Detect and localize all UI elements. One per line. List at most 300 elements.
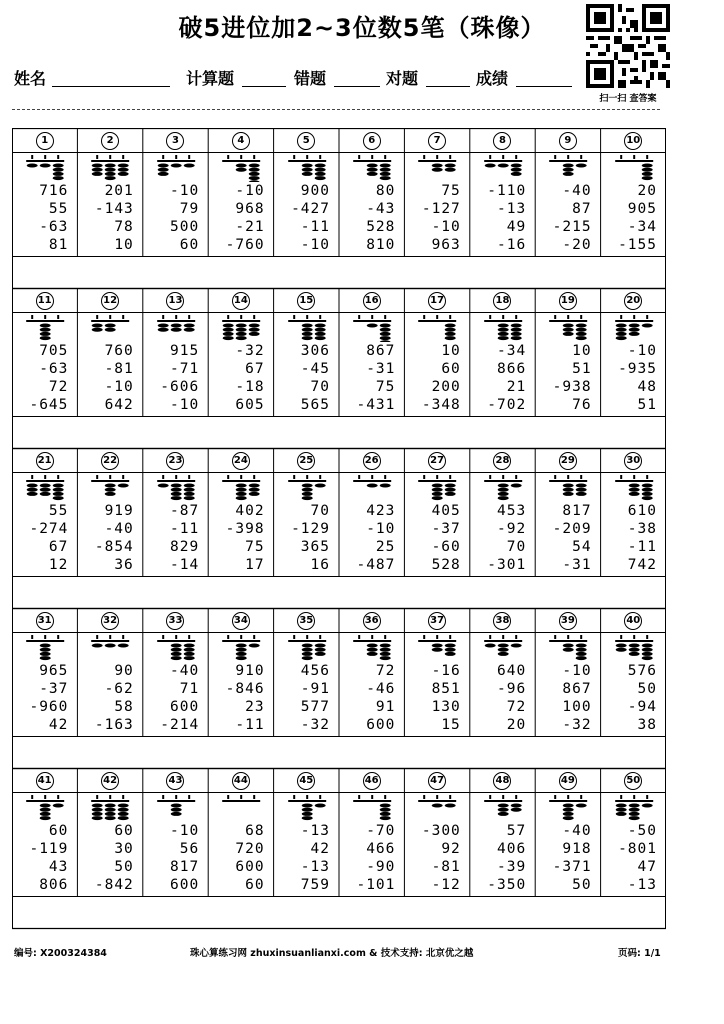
problem-values [432,502,461,574]
problem-value: -31 [562,557,592,573]
problem-value: 10 [572,343,592,359]
problem-number: 12 [101,292,119,310]
problem-value: -301 [487,557,527,573]
problem-value: 20 [506,717,527,733]
abacus-bead-icon [12,474,77,502]
problem-value: 10 [441,343,461,359]
name-blank[interactable] [52,86,170,87]
problem-value: 642 [104,397,134,413]
problem-values [422,822,461,894]
problem-value: -91 [300,681,330,697]
problem-value: 91 [375,699,396,715]
problem-cell [77,608,142,736]
problem-value: 919 [104,503,134,519]
problem-number: 31 [36,612,54,630]
problem-value: -129 [291,521,330,537]
problem-value: -606 [160,379,200,395]
problem-value: 720 [235,841,265,857]
abacus-bead-icon [470,154,535,182]
problem-value: 968 [235,201,265,217]
problem-value: 75 [375,379,396,395]
problem-value: 50 [637,681,657,697]
right-count-blank[interactable] [426,86,470,87]
problem-value: -487 [356,557,396,573]
problem-value: 38 [637,717,657,733]
problem-value: 806 [39,877,69,893]
problem-values [356,822,395,894]
problem-number: 15 [297,292,315,310]
problem-value: -13 [300,859,330,875]
problem-value: -70 [366,823,396,839]
abacus-bead-icon [208,634,273,662]
problem-value: 71 [179,681,200,697]
problem-number: 22 [101,452,119,470]
problem-cell [601,288,666,416]
problem-value: 51 [637,397,657,413]
problem-values [170,822,199,894]
problem-cell [77,128,142,256]
calc-count-blank[interactable] [242,86,286,87]
problem-values [95,822,134,894]
problem-value: 817 [562,503,592,519]
problem-value: 60 [114,823,134,839]
problem-value: -62 [104,681,134,697]
problem-value: 72 [506,699,527,715]
qr-caption: 扫一扫 查答案 [599,94,657,104]
problem-cell [404,288,469,416]
problem-number: 28 [493,452,511,470]
problem-value: 742 [627,557,657,573]
abacus-bead-icon [274,314,339,342]
problem-number: 9 [559,132,577,150]
problem-values [618,822,657,894]
problem-value: 605 [235,397,265,413]
problem-values [95,502,134,574]
problem-number: 4 [232,132,250,150]
problem-number: 50 [624,772,642,790]
problem-value: -209 [552,521,592,537]
problem-number: 48 [493,772,511,790]
problem-cell [12,768,77,896]
problem-value: -34 [627,219,657,235]
problem-value: 640 [496,663,527,679]
problem-value: 851 [431,681,461,697]
problem-number: 27 [428,452,446,470]
abacus-bead-icon [274,634,339,662]
problem-values [170,502,199,574]
problem-cell [143,448,208,576]
footer-serial: 编号: X200324384 [14,948,107,959]
problem-number: 32 [101,612,119,630]
problem-values [160,662,199,734]
problem-values [366,662,395,734]
problem-value: 15 [441,717,461,733]
problem-value: 760 [104,343,134,359]
problem-value: 365 [300,539,330,555]
problem-number: 43 [166,772,184,790]
problem-value: -935 [618,361,657,377]
problem-value: 867 [366,343,396,359]
problem-values [497,662,526,734]
problem-values [487,502,526,574]
problem-value: 36 [114,557,134,573]
abacus-bead-icon [12,634,77,662]
problem-cell [208,128,273,256]
problem-values [356,342,395,414]
problem-number: 38 [493,612,511,630]
problem-value: 23 [245,699,265,715]
problem-value: -350 [487,877,527,893]
problem-cell [77,768,142,896]
problem-value: 915 [169,343,200,359]
problem-value: -37 [431,521,461,537]
problem-value: -40 [169,663,200,679]
problem-values [235,822,264,894]
problem-values [235,342,264,414]
problem-values [366,182,395,254]
problem-value: 80 [375,183,396,199]
problem-number: 13 [166,292,184,310]
problem-value: 528 [431,557,461,573]
problem-value: -31 [366,361,396,377]
problem-value: -32 [562,717,592,733]
problem-value: -960 [29,699,69,715]
problem-cell [274,448,339,576]
abacus-bead-icon [12,154,77,182]
abacus-bead-icon [470,314,535,342]
problem-number: 37 [428,612,446,630]
problem-value: 905 [627,201,657,217]
problem-value: -398 [225,521,265,537]
problem-value: -34 [496,343,527,359]
problem-value: 81 [48,237,69,253]
problem-value: -215 [552,219,592,235]
problem-cell [601,608,666,736]
footer-site: 珠心算练习网 zhuxinsuanlianxi.com & 技术支持: 北京优之越 [190,948,474,959]
problem-value: -10 [431,219,461,235]
problem-cell [143,608,208,736]
abacus-bead-icon [77,794,142,822]
problem-value: -38 [627,521,657,537]
problem-values [487,822,526,894]
problem-value: 72 [375,663,396,679]
problem-number: 6 [363,132,381,150]
problem-value: 12 [48,557,69,573]
problem-cell [12,128,77,256]
problem-value: 576 [627,663,657,679]
abacus-bead-icon [339,634,404,662]
problem-cell [77,288,142,416]
problem-value: 918 [562,841,592,857]
problem-cell [274,128,339,256]
problem-cell [601,128,666,256]
problem-cell [339,608,404,736]
problem-cell [404,608,469,736]
problem-number: 40 [624,612,642,630]
problem-number: 18 [493,292,511,310]
problem-value: 17 [245,557,265,573]
problem-value: -10 [169,183,200,199]
problem-cell [208,768,273,896]
qr-code-image [586,4,670,88]
problem-values [29,662,68,734]
problem-value: -46 [366,681,396,697]
problem-number: 30 [624,452,642,470]
problem-value: 528 [366,219,396,235]
problem-value: -274 [29,521,69,537]
page-title: 破5进位加2~3位数5笔（珠像） [178,14,546,42]
problem-value: -101 [356,877,396,893]
problem-value: -10 [169,397,200,413]
abacus-bead-icon [143,634,208,662]
problem-number: 19 [559,292,577,310]
problem-value: 75 [245,539,265,555]
problem-value: -20 [562,237,592,253]
problem-cell [208,448,273,576]
problem-values [553,182,592,254]
problem-number: 16 [363,292,381,310]
problem-cell [339,448,404,576]
problem-values [226,502,265,574]
name-label: 姓名 [14,69,47,88]
problem-value: 67 [245,361,265,377]
abacus-bead-icon [208,794,273,822]
problem-value: -371 [552,859,592,875]
problem-value: 810 [366,237,396,253]
problem-values [628,502,657,574]
problem-value: 20 [637,183,657,199]
problem-value: -96 [496,681,527,697]
abacus-bead-icon [470,474,535,502]
problem-number: 7 [428,132,446,150]
problem-value: 402 [235,503,265,519]
problem-value: 49 [506,219,527,235]
problem-values [226,182,265,254]
problem-value: 100 [562,699,592,715]
problem-number: 49 [559,772,577,790]
score-blank[interactable] [516,86,572,87]
problem-value: -938 [552,379,592,395]
problem-cell [535,768,600,896]
problem-value: -760 [225,237,265,253]
problem-value: -163 [94,717,134,733]
problem-cell [339,288,404,416]
problem-values [628,662,657,734]
problem-value: 867 [562,681,592,697]
problem-cell [339,128,404,256]
score-label: 成绩 [476,69,509,88]
problem-values [29,342,68,414]
abacus-bead-icon [470,794,535,822]
problem-value: 48 [637,379,657,395]
problem-value: 817 [169,859,200,875]
problem-values [487,342,526,414]
problem-number: 20 [624,292,642,310]
problem-value: 306 [300,343,330,359]
abacus-bead-icon [274,154,339,182]
problem-value: 577 [300,699,330,715]
problem-values [553,822,592,894]
problem-number: 14 [232,292,250,310]
problem-value: 70 [310,379,330,395]
problem-value: -854 [94,539,134,555]
problem-value: 55 [48,503,69,519]
problem-value: 759 [300,877,330,893]
abacus-bead-icon [12,794,77,822]
problem-value: 866 [496,361,527,377]
problem-value: 716 [39,183,69,199]
problem-values [291,182,330,254]
student-info-row [14,66,584,90]
abacus-bead-icon [339,314,404,342]
problem-cell [601,448,666,576]
problem-value: 57 [506,823,527,839]
problem-value: 55 [48,201,69,217]
problem-value: 405 [431,503,461,519]
problem-value: 965 [39,663,69,679]
abacus-bead-icon [339,474,404,502]
abacus-bead-icon [601,154,666,182]
abacus-bead-icon [77,474,142,502]
problem-value: 406 [496,841,527,857]
problem-cell [339,768,404,896]
problem-cell [143,288,208,416]
problem-value: 10 [114,237,134,253]
problem-cell [143,768,208,896]
problem-values [226,662,265,734]
problem-value: -92 [496,521,527,537]
abacus-bead-icon [77,634,142,662]
problem-value: -18 [235,379,265,395]
problem-value: 70 [506,539,527,555]
wrong-count-blank[interactable] [334,86,380,87]
problem-number: 45 [297,772,315,790]
problem-number: 44 [232,772,250,790]
problem-value: 963 [431,237,461,253]
problem-value: 600 [169,877,200,893]
problem-value: -10 [366,521,396,537]
problem-values [301,822,330,894]
problem-value: 50 [114,859,134,875]
problem-value: 70 [310,503,330,519]
problem-value: -11 [300,219,330,235]
problem-value: -13 [627,877,657,893]
problem-value: 58 [114,699,134,715]
problem-cell [208,288,273,416]
problem-values [291,502,330,574]
problem-value: 56 [179,841,200,857]
problem-value: -40 [562,823,592,839]
problem-value: -81 [431,859,461,875]
problem-values [618,182,657,254]
abacus-bead-icon [535,794,600,822]
problem-value: -127 [421,201,461,217]
problem-value: 42 [310,841,330,857]
problem-value: -43 [366,201,396,217]
problem-number: 24 [232,452,250,470]
problem-cell [535,128,600,256]
problem-cell [77,448,142,576]
problem-value: 600 [235,859,265,875]
problem-value: 90 [114,663,134,679]
problem-values [95,182,134,254]
problem-number: 25 [297,452,315,470]
abacus-bead-icon [208,474,273,502]
problem-value: -63 [39,219,69,235]
problem-number: 26 [363,452,381,470]
problem-value: 130 [431,699,461,715]
problem-value: -348 [421,397,461,413]
problem-value: -94 [627,699,657,715]
problem-values [422,182,461,254]
footer-page-number: 页码: 1/1 [618,948,661,959]
problem-number: 23 [166,452,184,470]
problem-value: -10 [300,237,330,253]
problem-value: -90 [366,859,396,875]
problem-values [553,502,592,574]
problem-cell [208,608,273,736]
problem-value: 910 [235,663,265,679]
problem-number: 2 [101,132,119,150]
problem-value: 76 [572,397,592,413]
abacus-bead-icon [535,634,600,662]
problem-cell [601,768,666,896]
problem-number: 35 [297,612,315,630]
problem-value: -10 [562,663,592,679]
problem-value: -427 [291,201,330,217]
problem-cell [404,768,469,896]
problem-number: 39 [559,612,577,630]
abacus-bead-icon [274,474,339,502]
problem-value: -11 [235,717,265,733]
abacus-bead-icon [339,794,404,822]
abacus-bead-icon [12,314,77,342]
problem-value: -71 [169,361,200,377]
problem-value: -431 [356,397,396,413]
abacus-bead-icon [208,154,273,182]
abacus-bead-icon [143,314,208,342]
abacus-bead-icon [404,314,469,342]
problem-value: 68 [245,823,265,839]
abacus-bead-icon [404,794,469,822]
problem-value: -14 [169,557,200,573]
problem-value: 47 [637,859,657,875]
abacus-bead-icon [339,154,404,182]
problem-value: 87 [572,201,592,217]
problem-values [105,342,134,414]
abacus-bead-icon [404,634,469,662]
problem-value: 67 [48,539,69,555]
problem-value: 21 [506,379,527,395]
problem-value: -32 [235,343,265,359]
problem-value: -702 [487,397,527,413]
problem-value: 25 [375,539,396,555]
problem-value: -63 [39,361,69,377]
problem-value: -21 [235,219,265,235]
problem-values [39,182,68,254]
problem-number: 8 [493,132,511,150]
problem-number: 33 [166,612,184,630]
problem-grid [12,128,666,930]
problem-cell [535,448,600,576]
problem-values [301,342,330,414]
problem-value: -11 [169,521,200,537]
problem-cell [274,288,339,416]
problem-number: 36 [363,612,381,630]
problem-value: 60 [245,877,265,893]
problem-values [553,342,592,414]
problem-values [432,662,461,734]
